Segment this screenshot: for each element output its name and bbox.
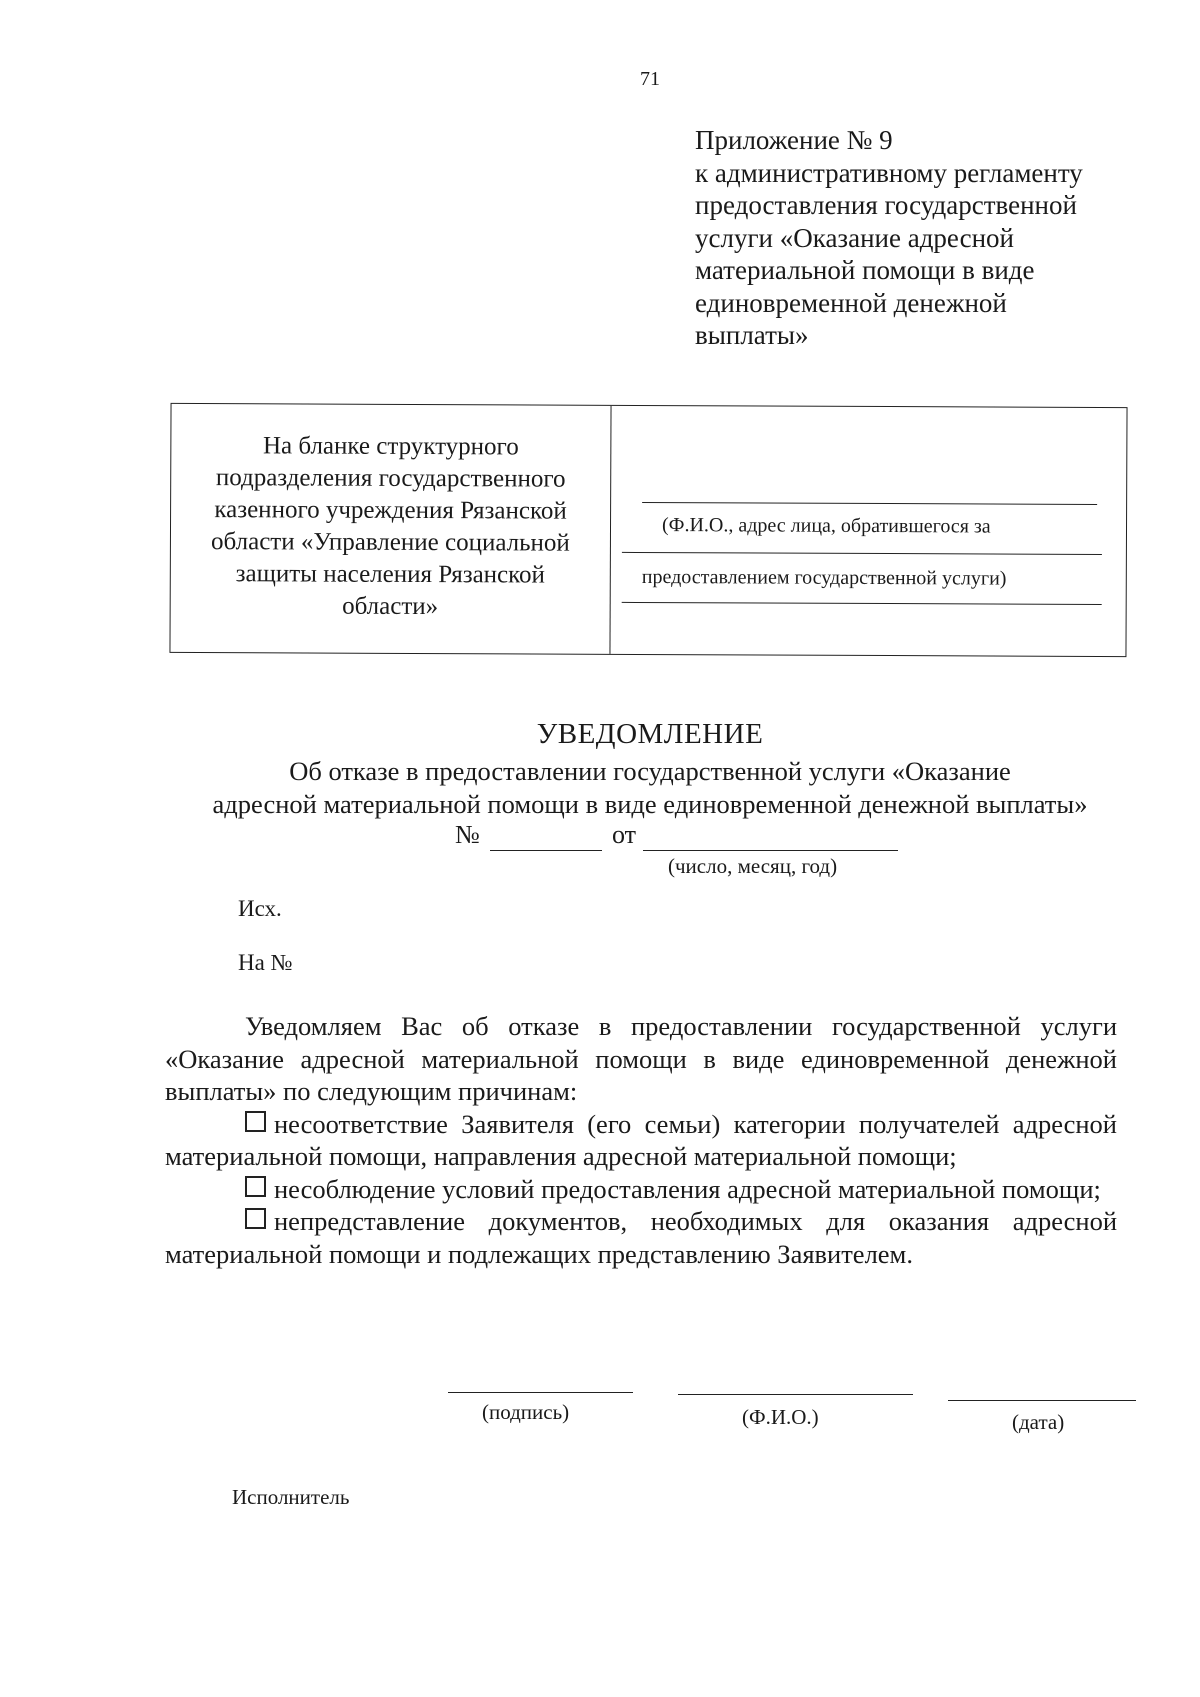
- letterhead-line: защиты населения Рязанской: [235, 560, 546, 589]
- signature-line: [448, 1392, 633, 1393]
- reason-item: [165, 1173, 1117, 1206]
- recipient-address-line: [622, 552, 1102, 555]
- name-line: [678, 1394, 913, 1395]
- appendix-line: материальной помощи в виде: [695, 255, 1035, 285]
- recipient-block: [611, 406, 1126, 656]
- page-number: 71: [640, 68, 660, 90]
- executor-label: Исполнитель: [232, 1485, 350, 1509]
- appendix-line: к административному регламенту: [695, 157, 1083, 188]
- notice-title: УВЕДОМЛЕНИЕ: [536, 718, 764, 750]
- letterhead-placeholder: [170, 404, 611, 654]
- checkbox[interactable]: [245, 1111, 266, 1132]
- notice-subtitle: [170, 755, 1130, 821]
- appendix-block: [695, 124, 1135, 352]
- signature-caption: (подпись): [482, 1400, 570, 1424]
- checkbox[interactable]: [245, 1176, 266, 1197]
- letterhead-box: [169, 403, 1127, 657]
- reason-text: несоблюдение условий предоставления адресной материальной помощи;: [274, 1173, 1101, 1204]
- body-intro: Уведомляем Вас об отказе в предоставлении государственной услуги «Оказание адресной материальной помощи в виде единовременной денежной выплаты» по следующим причинам:: [165, 1011, 1117, 1106]
- letterhead-line: подразделения государственного: [215, 464, 566, 493]
- appendix-line: услуги «Оказание адресной: [695, 222, 1014, 253]
- reason-item: [165, 1108, 1117, 1173]
- reason-item: [165, 1205, 1117, 1270]
- letterhead-line: области «Управление социальной: [210, 528, 570, 557]
- from-label: от: [612, 820, 637, 849]
- incoming-ref: На №: [238, 950, 293, 975]
- appendix-line: Приложение № 9: [695, 125, 893, 155]
- recipient-caption-1: (Ф.И.О., адрес лица, обратившегося за: [661, 514, 991, 538]
- appendix-line: предоставления государственной: [695, 190, 1077, 220]
- outgoing-ref: Исх.: [238, 896, 282, 921]
- reason-text: непредставление документов, необходимых для оказания адресной материальной помощи и подлежащих представлению Заявителем.: [165, 1206, 1117, 1269]
- number-field-line: [490, 850, 602, 851]
- recipient-extra-line: [622, 602, 1102, 605]
- notice-subtitle-line: адресной материальной помощи в виде единовременной денежной выплаты»: [212, 789, 1088, 819]
- letterhead-line: На бланке структурного: [262, 432, 519, 461]
- letterhead-line: области»: [342, 592, 439, 621]
- reason-text: несоответствие Заявителя (его семьи) категории получателей адресной материальной помощи, направления адресной материальной помощи;: [165, 1108, 1117, 1171]
- number-label: №: [455, 820, 480, 849]
- notice-subtitle-line: Об отказе в предоставлении государственной услуги «Оказание: [289, 756, 1011, 786]
- date-caption: (число, месяц, год): [668, 854, 838, 878]
- date-field-line: [643, 850, 898, 851]
- date-sign-caption: (дата): [1012, 1410, 1065, 1434]
- letterhead-line: казенного учреждения Рязанской: [214, 496, 567, 525]
- appendix-line: выплаты»: [695, 320, 809, 350]
- recipient-name-line: [642, 502, 1097, 505]
- recipient-caption-2: предоставлением государственной услуги): [641, 565, 1007, 590]
- checkbox[interactable]: [245, 1208, 266, 1229]
- name-caption: (Ф.И.О.): [742, 1405, 819, 1429]
- date-line: [948, 1400, 1136, 1401]
- notice-body: [165, 1010, 1117, 1270]
- appendix-line: единовременной денежной: [695, 287, 1007, 318]
